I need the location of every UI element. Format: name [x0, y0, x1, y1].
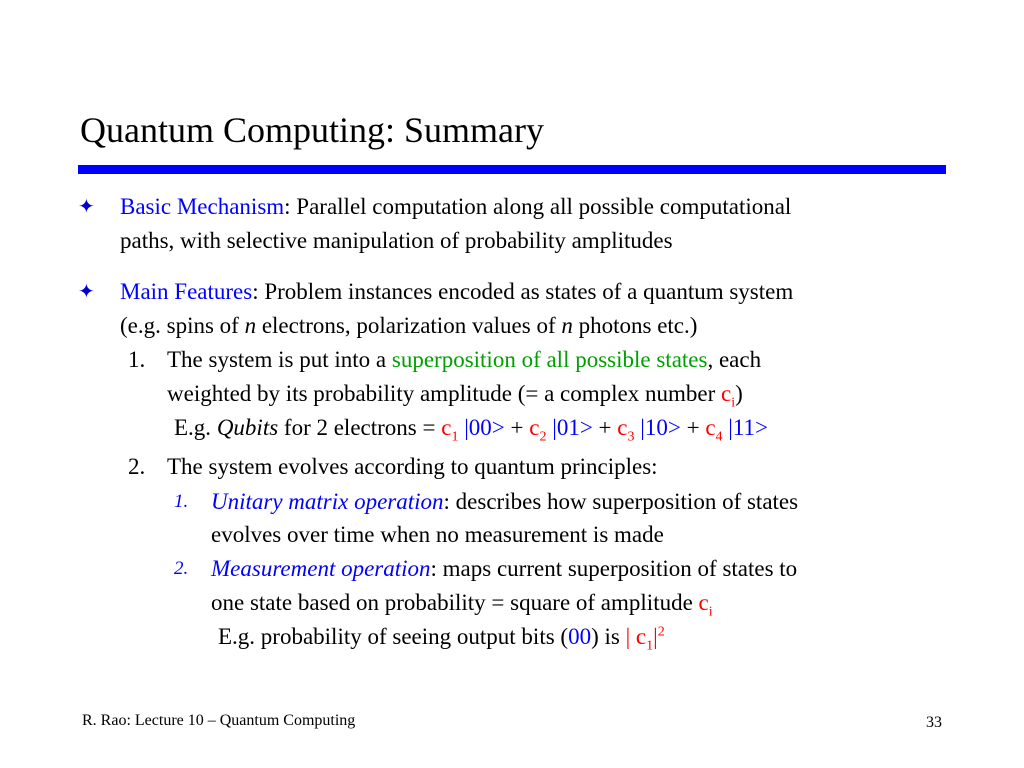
item-1-line-2: weighted by its probability amplitude (= a complex number $c_i$)	[167, 381, 743, 411]
measurement-operation-term: Measurement operation	[211, 556, 431, 581]
bullet-1-line-1: Basic Mechanism: Parallel computation along all possible computational	[120, 194, 792, 219]
item-2-number: 2.	[128, 454, 146, 479]
basic-mechanism-term: Basic Mechanism	[120, 194, 285, 219]
bullet-1-line-2: paths, with selective manipulation of probability amplitudes	[120, 228, 673, 253]
bullet-2-line-1: Main Features: Problem instances encoded as states of a quantum system	[120, 279, 794, 304]
sub-2-line-1: Measurement operation: maps current superposition of states to	[211, 556, 798, 581]
item-1-number: 1.	[128, 347, 146, 372]
sub-1-line-2: evolves over time when no measurement is made	[211, 522, 664, 547]
bullet-icon: ✦	[78, 196, 95, 218]
bullet-icon: ✦	[78, 281, 95, 303]
superposition-highlight: superposition of all possible states	[391, 347, 708, 372]
sub-1-number: 1.	[174, 491, 189, 512]
qubits-example: E.g. Qubits for 2 electrons = $c_1$ $|00> + c_2$ $|01> + c_3$ $|10> + c_4$ |11>	[174, 415, 769, 445]
bullet-2-line-2: (e.g. spins of n electrons, polarization values of n photons etc.)	[120, 313, 698, 338]
unitary-operation-term: Unitary matrix operation	[211, 489, 444, 514]
probability-example: E.g. probability of seeing output bits (00) is | $c_1|^2$	[218, 624, 665, 654]
footer-lecture-label: R. Rao: Lecture 10 – Quantum Computing	[82, 712, 356, 729]
page-number: 33	[926, 714, 942, 731]
sub-2-number: 2.	[174, 558, 189, 579]
sub-2-line-2: one state based on probability = square of amplitude $c_i$	[211, 590, 713, 620]
item-1-line-1: The system is put into a superposition of all possible states, each	[167, 347, 762, 372]
slide-title: Quantum Computing: Summary	[80, 110, 544, 150]
item-2-line-1: The system evolves according to quantum principles:	[167, 454, 658, 479]
sub-1-line-1: Unitary matrix operation: describes how superposition of states	[211, 489, 799, 514]
title-underline	[78, 165, 946, 174]
main-features-term: Main Features	[120, 279, 253, 304]
